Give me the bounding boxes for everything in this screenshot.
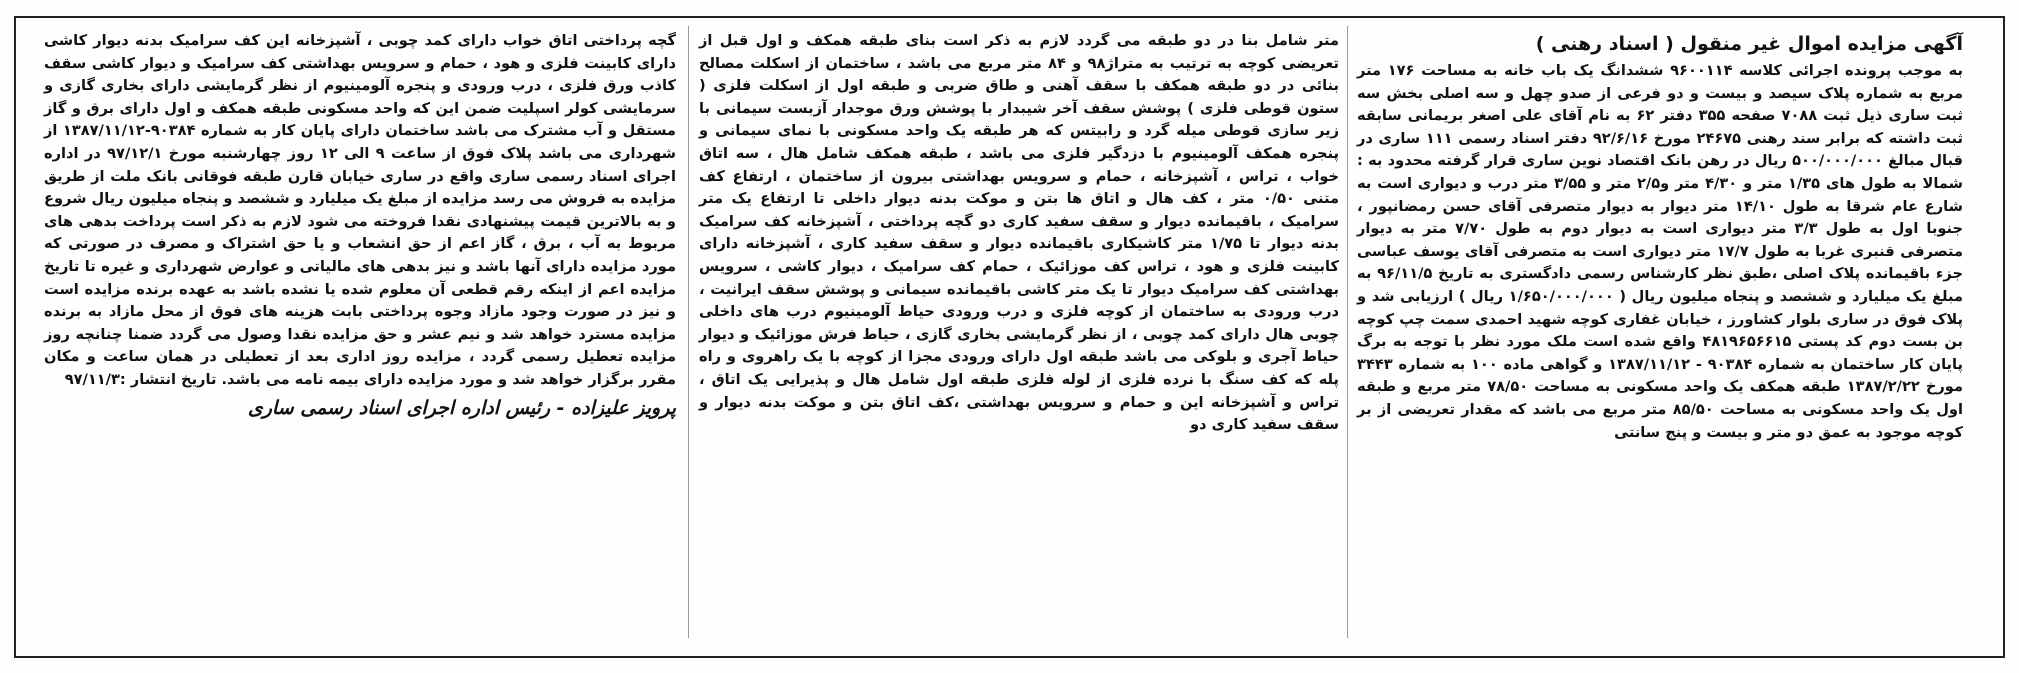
column-middle-text: متر شامل بنا در دو طبقه می گردد لازم به ذکر است بنای طبقه همکف و اول قبل از تعریضی کوچه به ترتیب به متراژ۹۸ و ۸۴ متر مربع می باشد ، ساختمان از اسکلت مصالح بنائی در دو طبقه همکف با سقف آهنی و طاق ضربی و طبقه اول از اسکلت فلزی ( ستون قوطی فلزی ) پوشش سقف آخر شیبدار با پوشش ورق موجدار آزبست سیمانی با زیر سازی قوطی میله گرد و رابیتس که هر طبقه یک واحد مسکونی با نمای سیمانی و پنجره همکف آلومینیوم با دزدگیر فلزی می باشد ، طبقه همکف شامل هال ، سه اتاق خواب ، تراس ، آشپزخانه ، حمام و سرویس بهداشتی بیرون از ساختمان ، ارتفاع کف متنی ۰/۵۰ متر ، کف هال و اتاق ها بتن و موکت بدنه دیوار داخلی تا ارتفاع یک متر سرامیک ، باقیمانده دیوار و سقف سفید کاری دو گچه پرداختی ، آشپزخانه کف سرامیک بدنه دیوار تا ۱/۷۵ متر کاشیکاری باقیمانده دیوار و سقف سفید کاری ، آشپزخانه دارای کابینت فلزی و هود ، تراس کف موزائیک ، حمام کف سرامیک ، دیوار کاشی ، سرویس بهداشتی کف سرامیک دیوار تا یک متر کاشی باقیمانده سیمانی و پوشش سقف ایرانیت ، درب ورودی به ساختمان از کوچه فلزی و درب ورودی حیاط آلومینیوم درب های داخلی چوبی هال دارای کمد چوبی ، از نظر گرمایشی بخاری گازی ، حیاط فرش موزائیک و دیوار حیاط آجری و بلوکی می باشد طبقه اول دارای ورودی مجزا از کوچه با یک راهروی و راه پله که کف سنگ با نرده فلزی از لوله فلزی طبقه اول شامل هال و پذیرایی یک اتاق ، تراس و آشپزخانه این و حمام و سرویس بهداشتی ،کف اتاق بتن و موکت بدنه دیوار و سقف سفید کاری دو (699, 32, 1340, 434)
column-left (44, 30, 676, 422)
notice-title: آگهی مزایده اموال غیر منقول ( اسناد رهنی ) (1535, 33, 1963, 55)
signature: پرویز علیزاده - رئیس اداره اجرای اسناد رسمی ساری (247, 396, 676, 419)
column-divider (1347, 26, 1348, 638)
column-right (1357, 33, 1964, 444)
column-middle (699, 30, 1339, 437)
column-left-text: گچه پرداختی اتاق خواب دارای کمد چوبی ، آشپزخانه این کف سرامیک بدنه دیوار کاشی دارای کابینت فلزی و هود ، حمام و سرویس بهداشتی کف سرامیک و دیوار کاشی سقف کاذب ورق فلزی ، درب ورودی و پنجره آلومینیوم از نظر گرمایشی دارای بخاری گازی و سرمایشی کولر اسپلیت ضمن این که واحد مسکونی طبقه همکف و اول دارای برق و گاز مستقل و آب مشترک می باشد ساختمان دارای پایان کار به شماره ۹۰۳۸۴-۱۳۸۷/۱۱/۱۲ از شهرداری می باشد پلاک فوق از ساعت ۹ الی ۱۲ روز چهارشنبه مورخ ۹۷/۱۲/۱ در اداره اجرای اسناد رسمی ساری واقع در ساری خیابان قارن طبقه فوقانی بانک ملت از طریق مزایده به فروش می رسد مزایده از مبلغ یک میلیارد و ششصد و پنجاه میلیون ریال شروع و به بالاترین قیمت پیشنهادی نقدا فروخته می شود لازم به ذکر است پرداخت بدهی های مربوط به آب ، برق ، گاز اعم از حق انشعاب و یا حق اشتراک و مصرف در صورتی که مورد مزایده دارای آنها باشد و نیز بدهی های مالیاتی و عوارض شهرداری و غیره تا تاریخ مزایده اعم از اینکه رقم قطعی آن معلوم شده یا نشده باشد به عهده برنده مزایده است و نیز در صورت وجود مازاد وجوه پرداختی بابت هزینه های فوق از محل مازاد به برنده مزایده مسترد خواهد شد و نیم عشر و حق مزایده نقدا وصول می گردد ضمنا چنانچه روز مزایده تعطیل رسمی گردد ، مزایده روز اداری بعد از تعطیلی در همان ساعت و مکان مقرر برگزار خواهد شد و مورد مزایده دارای بیمه نامه می باشد. تاریخ انتشار :۹۷/۱۱/۳ (44, 32, 676, 388)
column-right-text: به موجب پرونده اجرائی کلاسه ۹۶۰۰۱۱۴ ششدانگ یک باب خانه به مساحت ۱۷۶ متر مربع به شماره پلاک سیصد و بیست و دو فرعی از صدو چهل و سه اصلی بخش سه ثبت ساری ذیل ثبت ۷۰۸۸ صفحه ۳۵۵ دفتر ۶۲ به نام آقای علی اصغر بریمانی سابقه ثبت داشته که برابر سند رهنی ۲۴۶۷۵ مورخ ۹۲/۶/۱۶ دفتر اسناد رسمی ۱۱۱ ساری در قبال مبالغ ۵۰۰/۰۰۰/۰۰۰ ریال در رهن بانک اقتصاد نوین ساری قرار گرفته محدود به : شمالا به طول های ۱/۳۵ متر و ۴/۳۰ متر و۲/۵ متر و ۳/۵۵ متر درب و دیواری است به شارع عام شرقا به طول ۱۴/۱۰ متر دیوار به دیوار متصرفی آقای حسن رمضانپور ، جنوبا اول به طول ۳/۳ متر دیواری است به دیوار دوم به طول ۷/۷۰ متر به دیوار متصرفی قنبری غربا به طول ۱۷/۷ متر دیواری است به متصرفی آقای یوسف عباسی جزء باقیمانده پلاک اصلی ،طبق نظر کارشناس رسمی دادگستری به تاریخ ۹۶/۱۱/۵ به مبلغ یک میلیارد و ششصد و پنجاه میلیون ریال ( ۱/۶۵۰/۰۰۰/۰۰۰ ریال ) ارزیابی شد و پلاک فوق در ساری بلوار کشاورز ، خیابان غفاری کوچه شهید احمدی سمت چپ کوچه بن بست دوم کد پستی ۴۸۱۹۶۵۶۶۱۵ واقع شده است ملک مورد نظر با توجه به برگ پایان کار ساختمان به شماره ۹۰۳۸۴ - ۱۳۸۷/۱۱/۱۲ و گواهی ماده ۱۰۰ به شماره ۳۴۴۳ مورخ ۱۳۸۷/۲/۲۲ طبقه همکف یک واحد مسکونی به مساحت ۷۸/۵۰ متر مربع و طبقه اول یک واحد مسکونی به مساحت ۸۵/۵۰ متر مربع می باشد که مقدار تعریضی از بر کوچه موجود به عمق دو متر و بیست و پنج سانتی (1357, 62, 1964, 441)
column-divider (688, 26, 689, 638)
